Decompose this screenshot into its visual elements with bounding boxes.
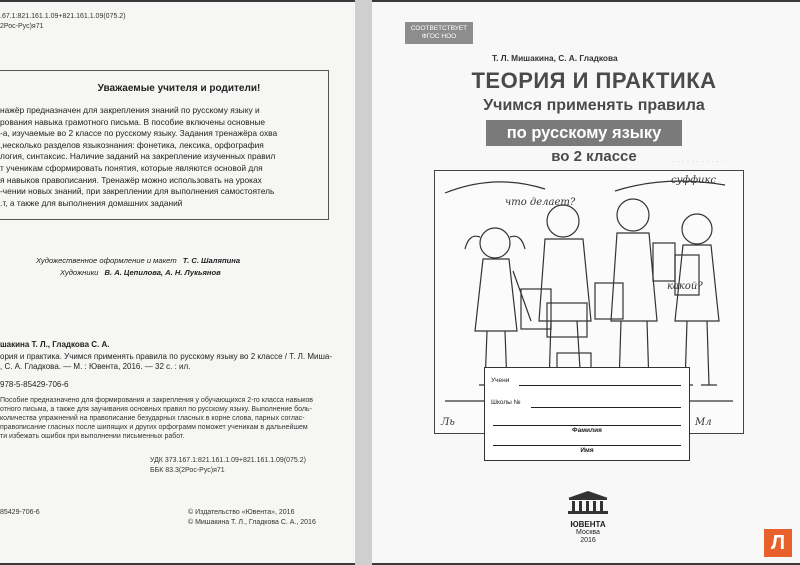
form-school-label: Школы № (491, 399, 521, 406)
abstract-line: количества упражнений на правописание безударных гласных в корне слова, парных соглас- (0, 415, 305, 422)
publisher-city: Москва (576, 529, 600, 536)
publisher-name: ЮВЕНТА (570, 520, 606, 529)
form-name-caption: Имя (580, 447, 594, 454)
form-surname-caption: Фамилия (572, 427, 602, 434)
notice-line: нажёр предназначен для закрепления знаний по русскому языку и (0, 105, 260, 115)
credit-design (36, 256, 240, 265)
illustration-word: Ль (441, 417, 455, 428)
notice-box (0, 70, 329, 220)
book-title-line-2: Учимся применять правила (483, 97, 705, 114)
bib-line: , С. А. Гладкова. — М. : Ювента, 2016. — 32 с. : ил. (0, 362, 191, 372)
copyright-publisher: © Издательство «Ювента», 2016 (188, 509, 295, 516)
notice-heading: Уважаемые учителя и родители! (97, 83, 261, 94)
credit-design-name: Т. С. Шаляпина (182, 256, 241, 265)
bib-line: ория и практика. Учимся применять правила по русскому языку во 2 классе / Т. Л. Миша- (0, 352, 333, 361)
bbk-code: ББК 83.3(2Рос-Рус)я71 (150, 467, 225, 474)
catalog-code-line-1: .67.1:821.161.1.09+821.161.1.09(075.2) (0, 13, 126, 20)
notice-line: т, а также для выполнения домашних заданий. (0, 197, 183, 208)
abstract-line: правописание гласных после шипящих и других орфограмм поможет ученикам в дальнейшем (0, 424, 308, 431)
watermark-logo: Л (764, 529, 792, 557)
isbn-bottom: 85429-706-6 (0, 509, 40, 516)
bleed-through-text: · · · · · · · · · · · (672, 157, 724, 166)
fgos-badge (405, 22, 473, 44)
publisher-block (556, 490, 620, 545)
book-spine (355, 0, 372, 565)
notice-line: несколько разделов языкознания: фонетика, лексика, орфография, (0, 139, 264, 150)
form-surname-line[interactable] (493, 425, 681, 426)
notice-body (0, 105, 322, 209)
form-student-label: Учени (491, 377, 510, 384)
notice-line: а, изучаемые во 2 классе по русскому языку. Задания тренажёра охва- (0, 128, 278, 139)
bib-isbn: 978-5-85429-706-6 (0, 380, 69, 389)
book-title-band: по русскому языку (486, 120, 682, 146)
publisher-year: 2016 (580, 537, 596, 544)
credit-artists (60, 268, 221, 277)
notice-line: я навыков правописания. Тренажёр можно использовать на уроках (0, 174, 262, 185)
bib-description (0, 352, 352, 373)
illustration-word: Мл (695, 417, 712, 428)
form-student-line[interactable] (519, 385, 681, 386)
credit-artists-label: Художники (60, 268, 99, 277)
left-page (0, 2, 355, 563)
publisher-building-icon (566, 490, 610, 514)
catalog-code-line-2: 2Рос-Рус)я71 (0, 23, 44, 30)
badge-line-2: ФГОС НОО (421, 33, 457, 40)
book-title-grade: во 2 классе (551, 148, 637, 165)
bib-author: шакина Т. Л., Гладкова С. А. (0, 340, 110, 349)
abstract-line: ти избежать ошибок при выполнении письменных работ. (0, 433, 185, 440)
abstract-line: Пособие предназначено для формирования и закрепления у обучающихся 2-го класса навыков (0, 397, 313, 404)
book-authors: Т. Л. Мишакина, С. А. Гладкова (492, 53, 618, 63)
bib-abstract (0, 396, 352, 441)
form-school-line[interactable] (531, 407, 681, 408)
badge-line-1: СООТВЕТСТВУЕТ (410, 25, 468, 32)
notice-line: чении новых знаний, при закреплении для выполнения самостоятель- (0, 186, 275, 197)
notice-line: логия, синтаксис. Наличие заданий на закрепление изученных правил (0, 151, 276, 162)
udk-code: УДК 373.167.1:821.161.1.09+821.161.1.09(075.2) (150, 457, 306, 464)
owner-form (484, 367, 690, 461)
notice-line: рования навыка грамотного письма. В пособие включены основные (0, 116, 266, 127)
illustration-word: суффикс (671, 175, 717, 186)
credit-artists-name: В. А. Цепилова, А. Н. Лукьянов (104, 268, 221, 277)
illustration-word: что делает? (505, 197, 576, 208)
illustration-word: какой? (667, 281, 703, 292)
copyright-authors: © Мишакина Т. Л., Гладкова С. А., 2016 (188, 519, 316, 526)
right-page (372, 2, 800, 563)
credit-design-label: Художественное оформление и макет (36, 256, 177, 265)
book-title-main: ТЕОРИЯ И ПРАКТИКА (471, 68, 717, 93)
form-name-line[interactable] (493, 445, 681, 446)
notice-line: т ученикам сформировать понятия, которые являются основой для (0, 162, 263, 173)
abstract-line: отного письма, а также для заучивания основных правил по русскому языку. Выполнение боль- (0, 406, 312, 413)
